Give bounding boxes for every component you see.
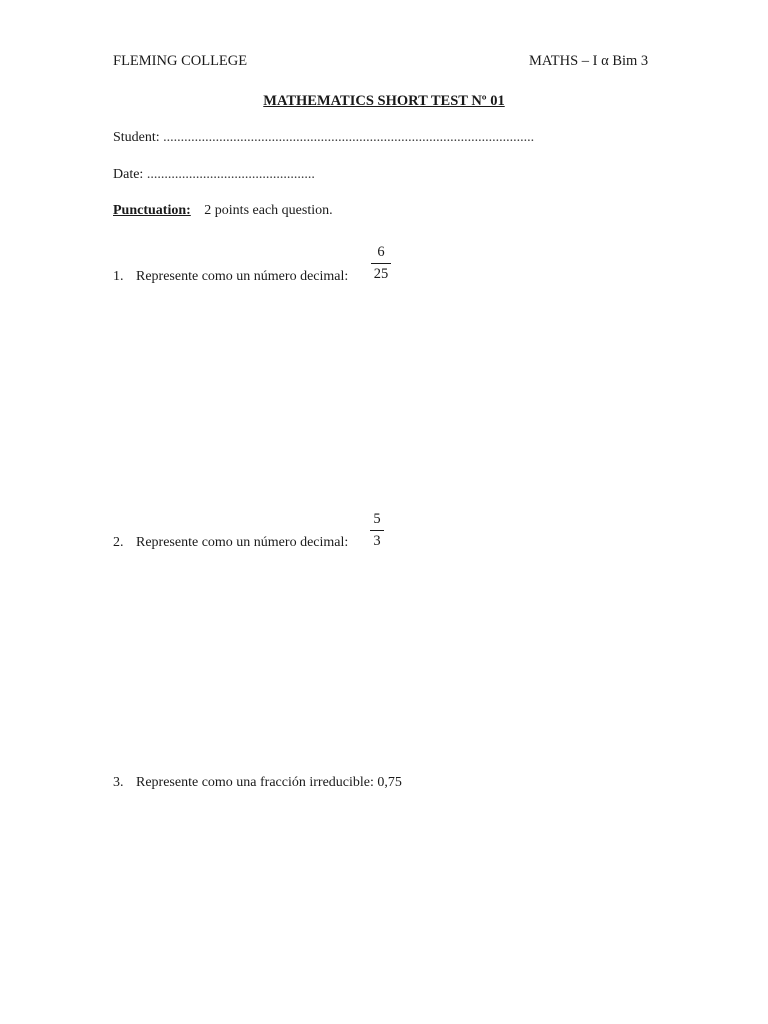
school-name: FLEMING COLLEGE (113, 53, 248, 69)
question-1-fraction (371, 245, 391, 281)
page-title: MATHEMATICS SHORT TEST Nº 01 (263, 93, 505, 109)
question-1-number: 1. (113, 269, 124, 284)
question-2-number: 2. (113, 535, 124, 550)
question-2-numerator: 5 (373, 511, 381, 527)
question-1-numerator: 6 (377, 244, 385, 260)
punctuation-line (113, 203, 333, 219)
question-1 (113, 269, 348, 285)
date-field (113, 167, 315, 183)
punctuation-text: 2 points each question. (204, 203, 333, 218)
question-2-denominator: 3 (373, 532, 381, 549)
student-field (113, 130, 534, 146)
question-2-text: Represente como un número decimal: (136, 535, 349, 550)
question-3 (113, 775, 402, 791)
course-label: MATHS – I α Bim 3 (529, 53, 649, 69)
question-2 (113, 535, 348, 551)
student-dots: .......................................................................................................... (163, 130, 535, 145)
date-label: Date: (113, 167, 144, 182)
punctuation-label: Punctuation: (113, 203, 191, 218)
question-1-text: Represente como un número decimal: (136, 269, 349, 284)
student-label: Student: (113, 130, 160, 145)
question-2-fraction (370, 512, 384, 548)
question-3-text: Represente como una fracción irreducible: 0,75 (136, 775, 402, 790)
date-dots: ................................................ (146, 167, 315, 182)
question-1-denominator: 25 (373, 265, 389, 282)
question-3-number: 3. (113, 775, 124, 790)
